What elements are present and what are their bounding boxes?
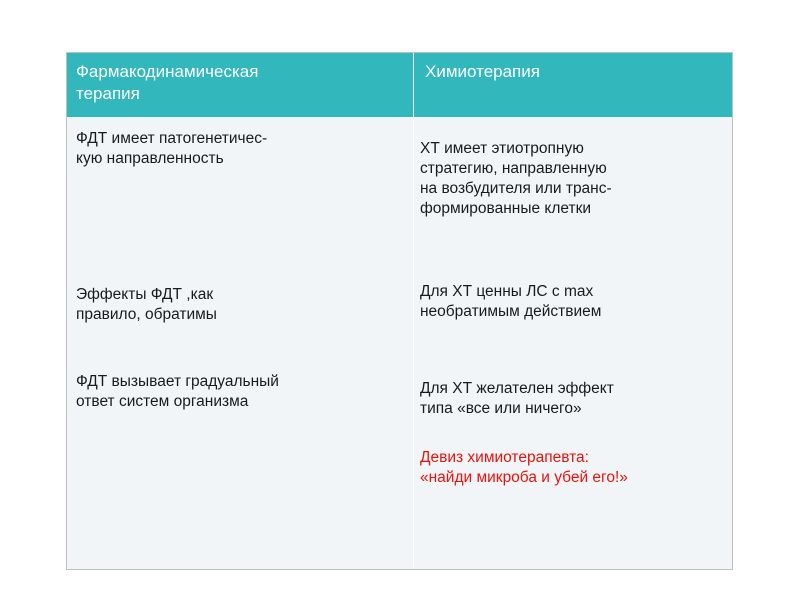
left-p2-line1: Эффекты ФДТ ,как <box>76 286 214 303</box>
right-p2-line2: необратимым действием <box>420 303 602 320</box>
column-divider <box>413 53 414 569</box>
header-left-line1: Фармакодинамическая <box>76 62 259 81</box>
chemotherapist-motto <box>420 448 628 488</box>
right-paragraph-2 <box>420 282 601 322</box>
left-paragraph-1 <box>76 129 267 169</box>
comparison-table <box>66 52 733 570</box>
right-p3-line1: Для ХТ желателен эффект <box>420 380 614 397</box>
right-p1-line3: на возбудителя или транс- <box>420 180 612 197</box>
right-paragraph-1 <box>420 139 612 219</box>
table-header <box>67 53 732 117</box>
left-paragraph-2 <box>76 285 217 325</box>
left-p3-line2: ответ систем организма <box>76 393 249 410</box>
left-p1-line1: ФДТ имеет патогенетичес- <box>76 130 268 147</box>
header-right-title: Химиотерапия <box>425 62 540 81</box>
right-paragraph-3 <box>420 379 614 419</box>
header-left-line2: терапия <box>76 84 140 103</box>
left-paragraph-3 <box>76 372 279 412</box>
header-cell-pharmacodynamic <box>76 61 396 105</box>
body-cell-right <box>414 117 732 569</box>
motto-line1: Девиз химиотерапевта: <box>420 449 589 466</box>
right-p2-line1: Для ХТ ценны ЛС с max <box>420 283 594 300</box>
left-p1-line2: кую направленность <box>76 150 224 167</box>
right-p1-line4: формированные клетки <box>420 200 592 217</box>
left-p3-line1: ФДТ вызывает градуальный <box>76 373 279 390</box>
left-p2-line2: правило, обратимы <box>76 306 217 323</box>
right-p1-line2: стратегию, направленную <box>420 160 607 177</box>
header-cell-chemotherapy <box>425 61 715 83</box>
motto-line2: «найди микроба и убей его!» <box>420 469 628 486</box>
right-p1-line1: ХТ имеет этиотропную <box>420 140 584 157</box>
body-cell-left <box>67 117 413 569</box>
right-p3-line2: типа «все или ничего» <box>420 400 582 417</box>
